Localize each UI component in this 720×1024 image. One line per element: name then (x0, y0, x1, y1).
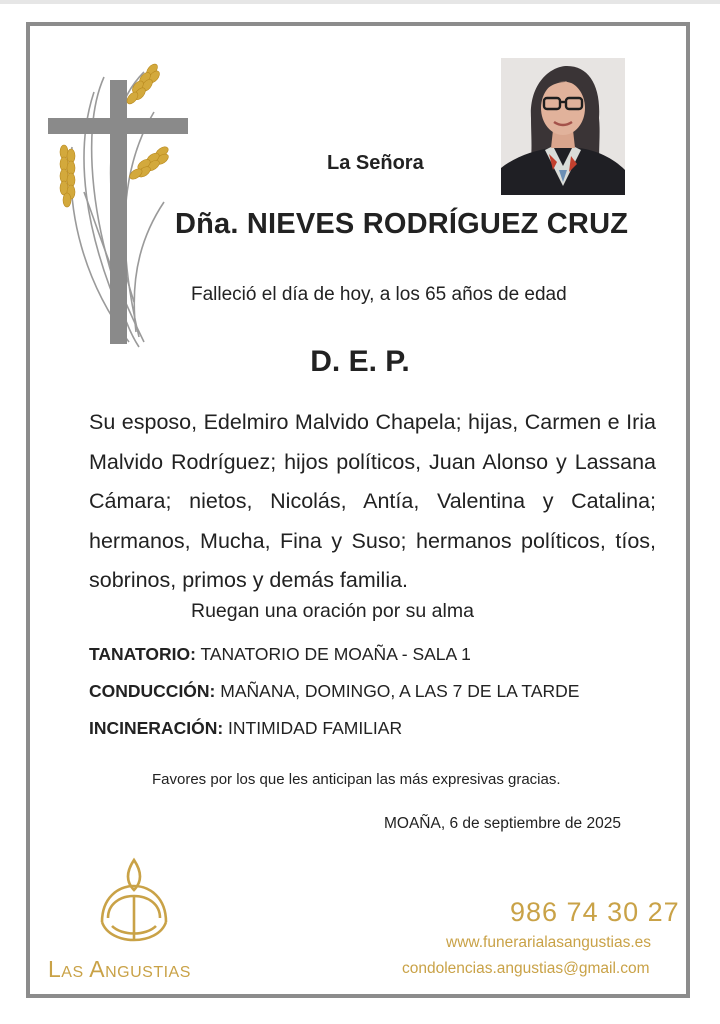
deceased-name: Dña. NIEVES RODRÍGUEZ CRUZ (175, 208, 629, 240)
email-link[interactable]: condolencias.angustias@gmail.com (402, 960, 650, 977)
detail-value: MAÑANA, DOMINGO, A LAS 7 DE LA TARDE (220, 681, 580, 701)
las-angustias-logo-icon (96, 856, 172, 956)
cross-with-wheat-icon (44, 52, 194, 352)
detail-label: TANATORIO: (89, 644, 196, 664)
detail-value: TANATORIO DE MOAÑA - SALA 1 (200, 644, 471, 664)
place-date: MOAÑA, 6 de septiembre de 2025 (384, 815, 621, 832)
portrait-image (501, 58, 625, 195)
family-paragraph: Su esposo, Edelmiro Malvido Chapela; hijas, Carmen e Iria Malvido Rodríguez; hijos políticos, Juan Alonso y Lassana Cámara; nietos, Nicolás, Antía, Valentina y Catalina; hermanos, Mucha, Fina y Suso; hermanos políticos, tíos, sobrinos, primos y demás familia. (89, 410, 656, 592)
rip-text: D. E. P. (310, 345, 410, 378)
phone-number[interactable]: 986 74 30 27 (510, 897, 680, 927)
detail-row-tanatorio (89, 644, 471, 665)
detail-label: INCINERACIÓN: (89, 718, 224, 738)
portrait-photo (501, 58, 625, 195)
funeral-home-brand: Las Angustias (48, 956, 191, 982)
honorific-title: La Señora (327, 152, 424, 174)
detail-label: CONDUCCIÓN: (89, 681, 216, 701)
website-link[interactable]: www.funerarialasangustias.es (446, 934, 652, 951)
top-strip (0, 0, 720, 4)
detail-value: INTIMIDAD FAMILIAR (228, 718, 403, 738)
prayer-request: Ruegan una oración por su alma (191, 600, 474, 622)
detail-row-conduccion (89, 681, 579, 702)
thanks-text: Favores por los que les anticipan las más expresivas gracias. (152, 771, 561, 788)
detail-row-incineracion (89, 718, 402, 739)
death-statement: Falleció el día de hoy, a los 65 años de edad (191, 284, 567, 305)
